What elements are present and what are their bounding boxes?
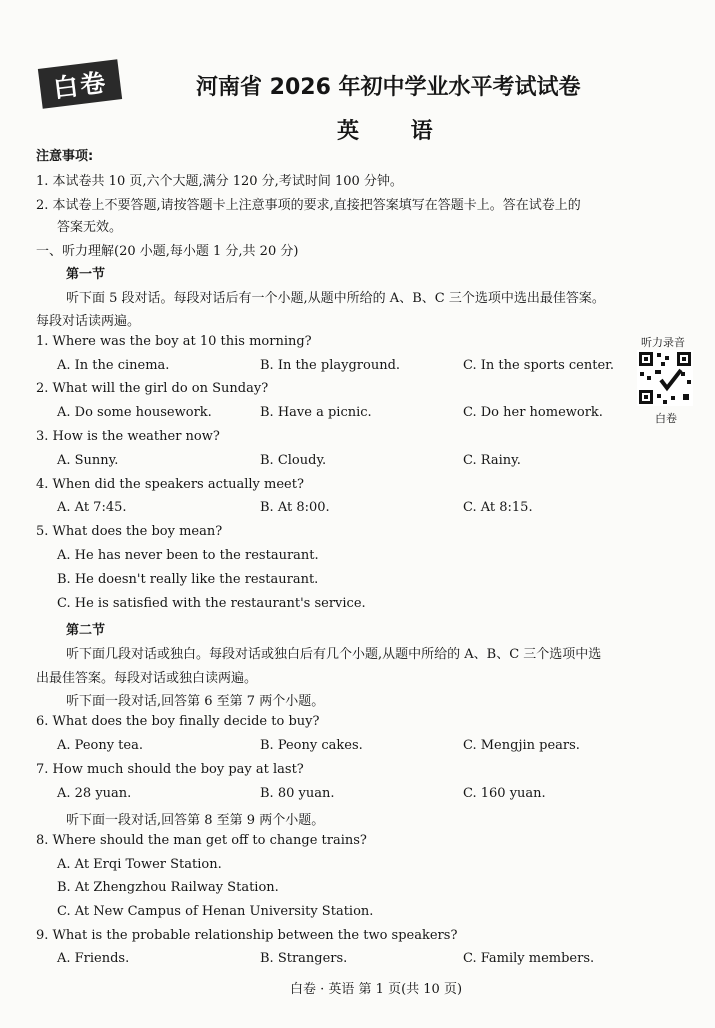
q3-option-c: C. Rainy. xyxy=(463,453,521,468)
q5-option-b: B. He doesn't really like the restaurant. xyxy=(57,572,319,587)
part2-instruction: 听下面几段对话或独白。每段对话或独白后有几个小题,从题中所给的 A、B、C 三个选项中选 xyxy=(66,647,602,662)
exam-title: 河南省 2026 年初中学业水平考试试卷 xyxy=(196,75,581,100)
subject-title: 英 语 xyxy=(337,119,455,144)
q4-option-b: B. At 8:00. xyxy=(260,500,330,515)
q2-option-b: B. Have a picnic. xyxy=(260,405,372,420)
q8-option-b: B. At Zhengzhou Railway Station. xyxy=(57,880,279,895)
q8-option-c: C. At New Campus of Henan University Station. xyxy=(57,904,374,919)
q1-option-c: C. In the sports center. xyxy=(463,358,615,373)
question-1: 1. Where was the boy at 10 this morning? xyxy=(36,334,312,349)
q4-option-a: A. At 7:45. xyxy=(57,500,127,515)
note-item-2: 2. 本试卷上不要答题,请按答题卡上注意事项的要求,直接把答案填写在答题卡上。答在试卷上的 xyxy=(36,198,581,213)
question-6: 6. What does the boy finally decide to buy? xyxy=(36,714,320,729)
question-4: 4. When did the speakers actually meet? xyxy=(36,477,304,492)
q6-option-c: C. Mengjin pears. xyxy=(463,738,580,753)
part2-instruction-cont: 出最佳答案。每段对话或独白读两遍。 xyxy=(36,671,258,686)
q9-option-c: C. Family members. xyxy=(463,951,595,966)
q7-option-c: C. 160 yuan. xyxy=(463,786,546,801)
qr-code-icon xyxy=(637,350,693,406)
dialog-6-7-instruction: 听下面一段对话,回答第 6 至第 7 两个小题。 xyxy=(66,694,325,709)
q7-option-b: B. 80 yuan. xyxy=(260,786,335,801)
q6-option-a: A. Peony tea. xyxy=(57,738,143,753)
q4-option-c: C. At 8:15. xyxy=(463,500,533,515)
q6-option-b: B. Peony cakes. xyxy=(260,738,363,753)
qr-bottom-label: 白卷 xyxy=(655,412,677,425)
section-heading: 一、听力理解(20 小题,每小题 1 分,共 20 分) xyxy=(36,244,299,259)
qr-top-label: 听力录音 xyxy=(641,336,685,349)
question-5: 5. What does the boy mean? xyxy=(36,524,223,539)
q5-option-a: A. He has never been to the restaurant. xyxy=(57,548,319,563)
q8-option-a: A. At Erqi Tower Station. xyxy=(57,857,222,872)
q1-option-b: B. In the playground. xyxy=(260,358,401,373)
part1-title: 第一节 xyxy=(66,267,106,282)
part1-instruction: 听下面 5 段对话。每段对话后有一个小题,从题中所给的 A、B、C 三个选项中选出最佳答案。 xyxy=(66,291,605,306)
note-item-2-cont: 答案无效。 xyxy=(57,220,123,235)
q2-option-c: C. Do her homework. xyxy=(463,405,603,420)
question-8: 8. Where should the man get off to change trains? xyxy=(36,833,367,848)
q3-option-a: A. Sunny. xyxy=(57,453,119,468)
note-item-1: 1. 本试卷共 10 页,六个大题,满分 120 分,考试时间 100 分钟。 xyxy=(36,174,403,189)
paper-badge xyxy=(38,59,122,108)
dialog-8-9-instruction: 听下面一段对话,回答第 8 至第 9 两个小题。 xyxy=(66,813,325,828)
question-2: 2. What will the girl do on Sunday? xyxy=(36,381,269,396)
q9-option-b: B. Strangers. xyxy=(260,951,348,966)
q3-option-b: B. Cloudy. xyxy=(260,453,327,468)
question-9: 9. What is the probable relationship between the two speakers? xyxy=(36,928,458,943)
q5-option-c: C. He is satisfied with the restaurant's service. xyxy=(57,596,366,611)
question-3: 3. How is the weather now? xyxy=(36,429,220,444)
part1-instruction-cont: 每段对话读两遍。 xyxy=(36,314,141,329)
notes-heading: 注意事项: xyxy=(36,149,94,164)
q7-option-a: A. 28 yuan. xyxy=(57,786,132,801)
q2-option-a: A. Do some housework. xyxy=(57,405,212,420)
badge-text: 白卷 xyxy=(51,67,109,104)
q1-option-a: A. In the cinema. xyxy=(57,358,170,373)
q9-option-a: A. Friends. xyxy=(57,951,130,966)
page-footer: 白卷 · 英语 第 1 页(共 10 页) xyxy=(290,982,463,997)
question-7: 7. How much should the boy pay at last? xyxy=(36,762,304,777)
part2-title: 第二节 xyxy=(66,623,106,638)
